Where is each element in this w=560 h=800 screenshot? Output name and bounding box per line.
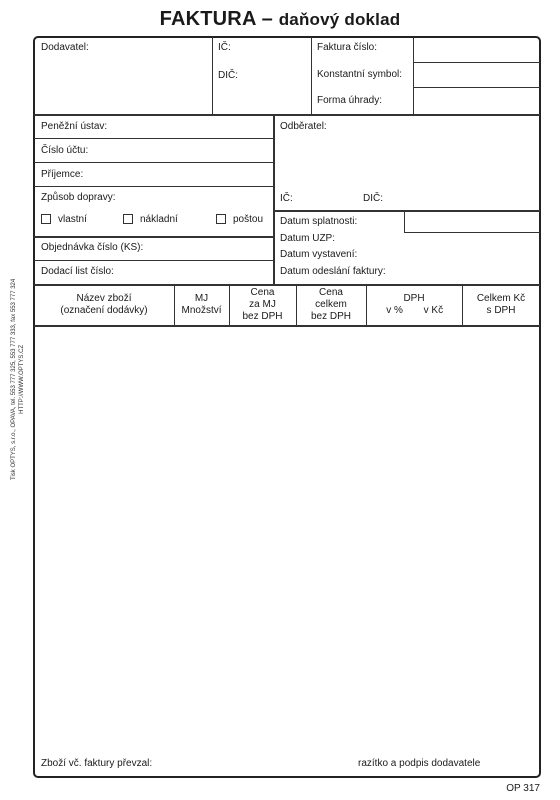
divider xyxy=(413,37,414,114)
checkbox-postou[interactable] xyxy=(216,214,226,224)
divider xyxy=(34,284,540,286)
issue-date-label: Datum vystavení: xyxy=(280,249,358,260)
divider xyxy=(404,210,405,232)
col-header-text: Celkem Kč xyxy=(476,293,526,304)
col-header-vat xyxy=(366,293,462,317)
col-header-vat-sub xyxy=(366,305,462,317)
constant-symbol-label: Konstantní symbol: xyxy=(317,69,403,80)
divider xyxy=(273,210,540,212)
col-header-text: v % xyxy=(386,305,403,316)
printer-imprint-line2: HTTP://WWW.OPTYS.CZ xyxy=(19,344,25,414)
col-header-text: za MJ xyxy=(249,299,276,310)
payment-form-label: Forma úhrady: xyxy=(317,95,383,106)
col-header-text: Množství xyxy=(181,305,222,316)
col-header-text: Název zboží xyxy=(76,293,132,304)
divider xyxy=(404,232,540,233)
divider xyxy=(34,138,273,139)
supplier-ic-label: IČ: xyxy=(218,42,231,53)
dodavatel-label: Dodavatel: xyxy=(41,42,89,53)
checkbox-vlastni-label: vlastní xyxy=(58,214,87,225)
invoice-number-label: Faktura číslo: xyxy=(317,42,378,53)
customer-dic-label: DIČ: xyxy=(363,193,383,204)
col-header-text: Cena xyxy=(250,287,275,298)
printer-imprint-line1: Tisk OPTYS, s.r.o., OPAVA, tel. 553 777 325, 553 777 333, fax 553 777 324 xyxy=(11,278,17,480)
transport-label: Způsob dopravy: xyxy=(41,192,116,203)
checkbox-nakladni[interactable] xyxy=(123,214,133,224)
supplier-dic-label: DIČ: xyxy=(218,70,238,81)
divider xyxy=(34,260,273,261)
received-by-label: Zboží vč. faktury převzal: xyxy=(41,758,153,769)
col-header-total-price xyxy=(296,287,366,323)
sent-date-label: Datum odeslání faktury: xyxy=(280,266,386,277)
divider xyxy=(34,114,540,116)
divider xyxy=(34,186,273,187)
checkbox-vlastni[interactable] xyxy=(41,214,51,224)
title-sub: daňový doklad xyxy=(278,10,401,29)
col-header-text: DPH xyxy=(403,293,425,304)
divider xyxy=(413,87,540,88)
col-header-unit-price xyxy=(229,287,296,323)
col-header-text: MJ xyxy=(194,293,209,304)
due-date-label: Datum splatnosti: xyxy=(280,216,358,227)
divider xyxy=(273,114,275,284)
order-number-label: Objednávka číslo (KS): xyxy=(41,242,144,253)
printer-imprint xyxy=(10,279,26,480)
stamp-signature-label: razítko a podpis dodavatele xyxy=(358,758,481,769)
customer-label: Odběratel: xyxy=(280,121,327,132)
uzp-date-label: Datum UZP: xyxy=(280,233,336,244)
account-number-label: Číslo účtu: xyxy=(41,145,89,156)
recipient-label: Příjemce: xyxy=(41,169,84,180)
divider xyxy=(34,236,273,238)
title-main: FAKTURA xyxy=(159,8,256,30)
col-header-item-name xyxy=(34,293,174,317)
divider xyxy=(413,62,540,63)
col-header-text: s DPH xyxy=(486,305,516,316)
delivery-note-label: Dodací list číslo: xyxy=(41,266,114,277)
col-header-text: (označení dodávky) xyxy=(60,305,148,316)
col-header-text: bez DPH xyxy=(242,311,283,322)
col-header-text: Cena xyxy=(319,287,343,298)
checkbox-nakladni-label: nákladní xyxy=(140,214,178,225)
col-header-total-with-vat xyxy=(462,293,540,317)
form-code: OP 317 xyxy=(506,783,540,794)
bank-label: Peněžní ústav: xyxy=(41,121,108,132)
title-dash: – xyxy=(261,8,273,30)
checkbox-postou-label: poštou xyxy=(233,214,264,225)
col-header-text: v Kč xyxy=(423,305,444,316)
table-body[interactable] xyxy=(35,327,539,747)
divider xyxy=(34,162,273,163)
customer-ic-label: IČ: xyxy=(280,193,293,204)
col-header-text: celkem xyxy=(315,299,347,310)
col-header-text: bez DPH xyxy=(310,311,351,322)
col-header-unit-qty xyxy=(174,293,229,317)
page-title xyxy=(0,8,560,31)
divider xyxy=(311,37,312,114)
divider xyxy=(212,37,213,114)
